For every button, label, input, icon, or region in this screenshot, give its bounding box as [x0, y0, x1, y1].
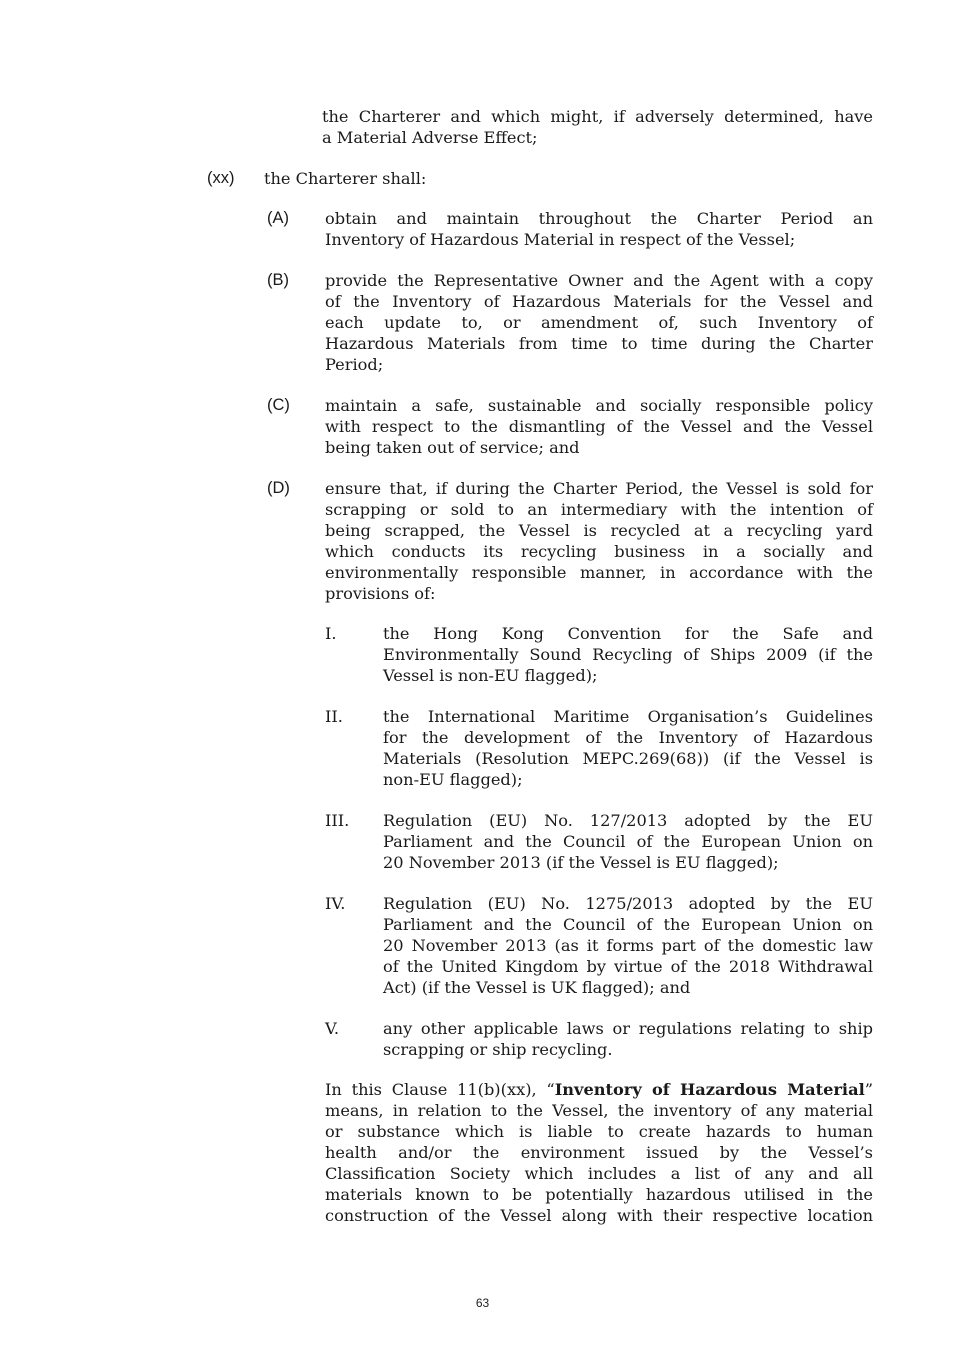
text-line: a Material Adverse Effect; [322, 128, 538, 147]
text-line: non-EU flagged); [383, 770, 523, 789]
text-line: Regulation (EU) No. 1275/2013 adopted by the EU [383, 894, 873, 913]
clause-xx-label: (xx) [207, 169, 235, 187]
subitem-v-text [383, 1018, 873, 1060]
text-line: the International Maritime Organisation’s Guidelines [383, 707, 873, 726]
text-line: environmentally responsible manner, in accordance with the [325, 563, 873, 582]
text-line: 20 November 2013 (if the Vessel is EU flagged); [383, 853, 779, 872]
item-a-label: (A) [267, 209, 289, 227]
text-line: health and/or the environment issued by the Vessel’s [325, 1143, 873, 1162]
text-line: ensure that, if during the Charter Period, the Vessel is sold for [325, 479, 873, 498]
text-line: Act) (if the Vessel is UK flagged); and [383, 978, 691, 997]
text-line: obtain and maintain throughout the Charter Period an [325, 209, 873, 228]
text-line: scrapping or sold to an intermediary with the intention of [325, 500, 873, 519]
item-d-text [325, 478, 873, 604]
definition-first-line [325, 1079, 873, 1100]
text-line: scrapping or ship recycling. [383, 1040, 613, 1059]
text-line: which conducts its recycling business in a socially and [325, 542, 873, 561]
text-line: Parliament and the Council of the European Union on [383, 915, 873, 934]
subitem-iv-text [383, 893, 873, 998]
text-line: Parliament and the Council of the European Union on [383, 832, 873, 851]
text-line: construction of the Vessel along with their respective location [325, 1206, 873, 1225]
text-line: of the Inventory of Hazardous Materials for the Vessel and [325, 292, 873, 311]
text-line: Materials (Resolution MEPC.269(68)) (if the Vessel is [383, 749, 873, 768]
text-line: for the development of the Inventory of Hazardous [383, 728, 873, 747]
text-line: each update to, or amendment of, such Inventory of [325, 313, 873, 332]
subitem-ii-label: II. [325, 707, 343, 726]
text-line: provide the Representative Owner and the Agent with a copy [325, 271, 873, 290]
subitem-ii-text [383, 706, 873, 790]
subitem-v-label: V. [325, 1019, 340, 1038]
item-d-label: (D) [267, 479, 290, 497]
subitem-iii-text [383, 810, 873, 873]
text-line: with respect to the dismantling of the Vessel and the Vessel [325, 417, 873, 436]
text-line: the Hong Kong Convention for the Safe and [383, 624, 873, 643]
defined-term: Inventory of Hazardous Material [554, 1080, 865, 1099]
clause-xx-text: the Charterer shall: [264, 169, 427, 188]
text-line: Period; [325, 355, 384, 374]
text-line: Regulation (EU) No. 127/2013 adopted by the EU [383, 811, 873, 830]
text-line: the Charterer and which might, if adversely determined, have [322, 107, 873, 126]
closing-quote: ” [864, 1080, 873, 1099]
page-number: 63 [475, 1296, 490, 1310]
text-line: Classification Society which includes a list of any and all [325, 1164, 873, 1183]
text-line: of the United Kingdom by virtue of the 2018 Withdrawal [383, 957, 873, 976]
text-line: or substance which is liable to create hazards to human [325, 1122, 873, 1141]
definition-paragraph [325, 1079, 873, 1226]
text-line: provisions of: [325, 584, 436, 603]
intro-paragraph [322, 106, 873, 148]
subitem-iii-label: III. [325, 811, 350, 830]
text-line: Vessel is non-EU flagged); [383, 666, 598, 685]
text-line: Hazardous Materials from time to time during the Charter [325, 334, 873, 353]
subitem-i-label: I. [325, 624, 337, 643]
text-line: being taken out of service; and [325, 438, 580, 457]
text-line: any other applicable laws or regulations relating to ship [383, 1019, 873, 1038]
text-line: Environmentally Sound Recycling of Ships 2009 (if the [383, 645, 873, 664]
item-a-text [325, 208, 873, 250]
item-b-text [325, 270, 873, 375]
subitem-i-text [383, 623, 873, 686]
item-c-label: (C) [267, 396, 290, 414]
text-line: 20 November 2013 (as it forms part of the domestic law [383, 936, 873, 955]
text-line: Inventory of Hazardous Material in respect of the Vessel; [325, 230, 796, 249]
item-c-text [325, 395, 873, 458]
item-b-label: (B) [267, 271, 289, 289]
text-line: maintain a safe, sustainable and socially responsible policy [325, 396, 873, 415]
definition-lead-text: In this Clause 11(b)(xx), “ [325, 1080, 555, 1099]
text-line: being scrapped, the Vessel is recycled at a recycling yard [325, 521, 873, 540]
text-line: means, in relation to the Vessel, the inventory of any material [325, 1101, 873, 1120]
subitem-iv-label: IV. [325, 894, 346, 913]
text-line: materials known to be potentially hazardous utilised in the [325, 1185, 873, 1204]
